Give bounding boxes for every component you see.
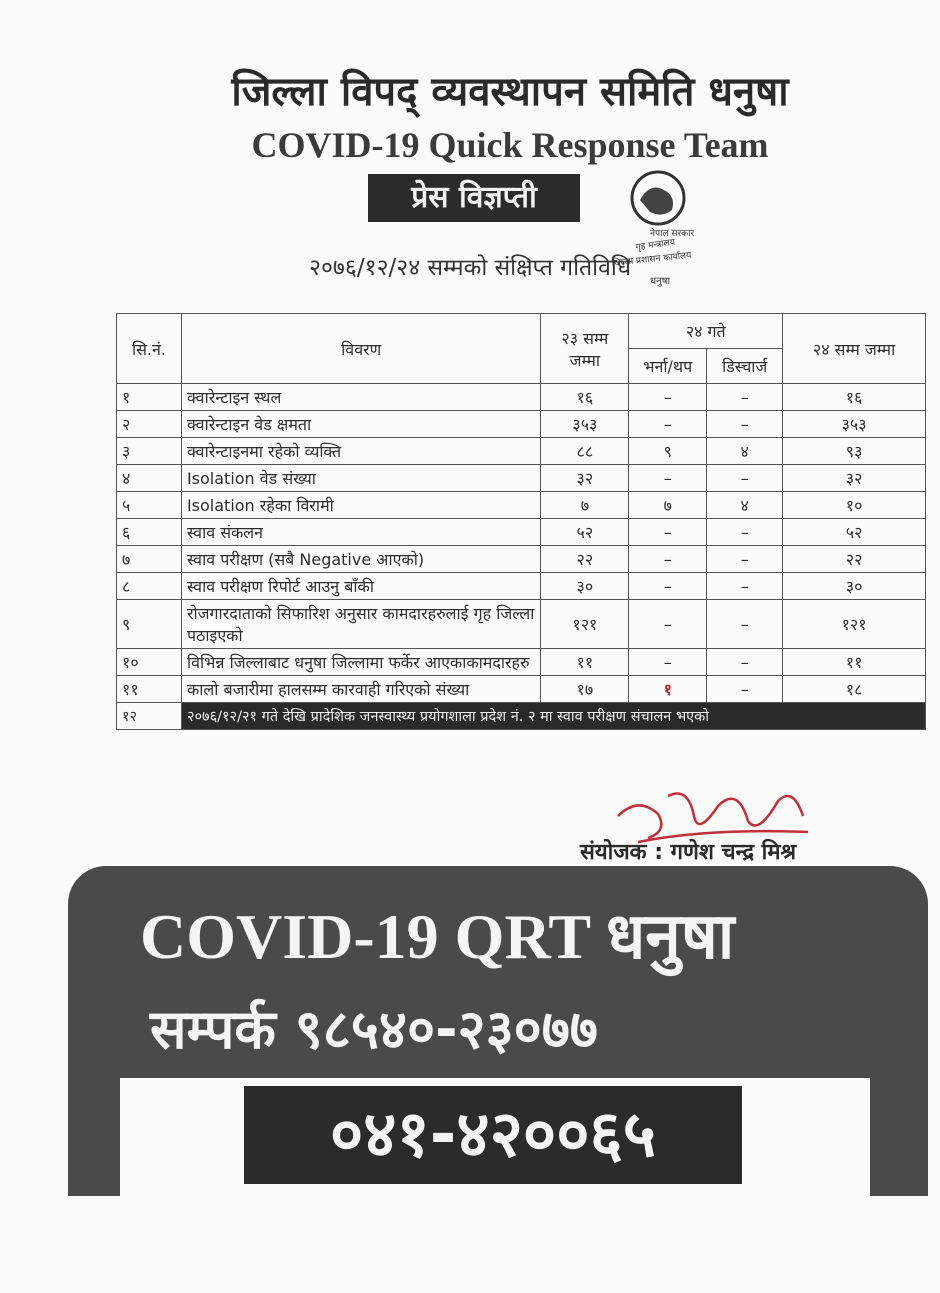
table-row (117, 649, 926, 676)
banner-contact-phone: ०४१-४२००६५ (244, 1086, 742, 1184)
header-admitted: भर्ना/थप (629, 349, 707, 384)
header-total-23: २३ सम्म जम्मा (541, 314, 629, 384)
cell-sn: ८ (117, 573, 182, 600)
cell-description: क्वारेन्टाइनमा रहेको व्यक्ति (181, 438, 540, 465)
cell-total-23: १६ (541, 384, 629, 411)
cell-sn: ५ (117, 492, 182, 519)
cell-total-24: ३० (783, 573, 926, 600)
title-nepali: जिल्ला विपद् व्यवस्थापन समिति धनुषा (231, 69, 789, 115)
cell-admitted: – (629, 465, 707, 492)
cell-admitted: ७ (629, 492, 707, 519)
cell-sn: १२ (117, 703, 182, 730)
cell-total-24: ११ (783, 649, 926, 676)
cell-description: रोजगारदाताको सिफारिश अनुसार कामदारहरुलाई गृह जिल्ला पठाइएको (181, 600, 540, 649)
cell-description: कालो बजारीमा हालसम्म कारवाही गरिएको संख्या (181, 676, 540, 703)
table-row (117, 492, 926, 519)
cell-total-23: ३२ (541, 465, 629, 492)
cell-discharged: – (707, 465, 783, 492)
table-row (117, 411, 926, 438)
cell-sn: ६ (117, 519, 182, 546)
cell-total-23: २२ (541, 546, 629, 573)
cell-admitted: – (629, 600, 707, 649)
cell-admitted: – (629, 546, 707, 573)
table-row (117, 676, 926, 703)
cell-total-23: ७ (541, 492, 629, 519)
cell-description: Isolation रहेका विरामी (181, 492, 540, 519)
cell-total-24: २२ (783, 546, 926, 573)
banner-contact-mobile: सम्पर्क ९८५४०-२३०७७ (150, 998, 598, 1061)
cell-total-23: १७ (541, 676, 629, 703)
cell-discharged: – (707, 519, 783, 546)
cell-discharged: ४ (707, 438, 783, 465)
cell-admitted: ९ (629, 438, 707, 465)
cell-description: क्वारेन्टाइन स्थल (181, 384, 540, 411)
cell-total-23: ११ (541, 649, 629, 676)
svg-text:जिल्ला प्रशासन कार्यालय: जिल्ला प्रशासन कार्यालय (611, 250, 692, 269)
cell-total-23: ८८ (541, 438, 629, 465)
cell-discharged: – (707, 600, 783, 649)
table-row (117, 465, 926, 492)
cell-admitted: – (629, 411, 707, 438)
cell-sn: ४ (117, 465, 182, 492)
cell-description: स्वाव परीक्षण (सबै Negative आएको) (181, 546, 540, 573)
table-row (117, 384, 926, 411)
cell-total-23: ३० (541, 573, 629, 600)
cell-total-23: ५२ (541, 519, 629, 546)
cell-note: २०७६/१२/२१ गते देखि प्रादेशिक जनस्वास्थ्य प्रयोगशाला प्रदेश नं. २ मा स्वाव परीक्षण संचालन भएको (181, 703, 925, 730)
header-day-24: २४ गते (629, 314, 783, 349)
cell-sn: ७ (117, 546, 182, 573)
header-total-24: २४ सम्म जम्मा (783, 314, 926, 384)
cell-discharged: ४ (707, 492, 783, 519)
table-row (117, 438, 926, 465)
svg-text:गृह मन्त्रालय: गृह मन्त्रालय (635, 237, 676, 253)
cell-sn: १० (117, 649, 182, 676)
cell-discharged: – (707, 649, 783, 676)
coordinator-name: संयोजक : गणेश चन्द्र मिश्र (580, 840, 797, 865)
cell-discharged: – (707, 384, 783, 411)
header-description: विवरण (181, 314, 540, 384)
table-row (117, 573, 926, 600)
cell-admitted: – (629, 649, 707, 676)
cell-total-24: ३५३ (783, 411, 926, 438)
press-release-label: प्रेस विज्ञप्ती (368, 174, 580, 222)
cell-description: स्वाव संकलन (181, 519, 540, 546)
cell-description: स्वाव परीक्षण रिपोर्ट आउनु बाँकी (181, 573, 540, 600)
cell-sn: ९ (117, 600, 182, 649)
summary-table (116, 313, 926, 730)
cell-total-24: १० (783, 492, 926, 519)
header-sn: सि.नं. (117, 314, 182, 384)
svg-text:नेपाल सरकार: नेपाल सरकार (650, 229, 695, 239)
cell-description: विभिन्न जिल्लाबाट धनुषा जिल्लामा फर्केर आएकाकामदारहरु (181, 649, 540, 676)
table-row (117, 546, 926, 573)
cell-total-24: १८ (783, 676, 926, 703)
cell-total-24: ५२ (783, 519, 926, 546)
cell-discharged: – (707, 546, 783, 573)
cell-description: Isolation वेड संख्या (181, 465, 540, 492)
cell-discharged: – (707, 573, 783, 600)
cell-total-23: ३५३ (541, 411, 629, 438)
cell-sn: २ (117, 411, 182, 438)
cell-sn: ३ (117, 438, 182, 465)
cell-admitted-handwritten: १ (629, 676, 707, 703)
table-row (117, 519, 926, 546)
cell-discharged: – (707, 676, 783, 703)
title-english: COVID-19 Quick Response Team (251, 125, 769, 165)
cell-sn: १ (117, 384, 182, 411)
cell-discharged: – (707, 411, 783, 438)
cell-total-24: १६ (783, 384, 926, 411)
cell-total-24: ९३ (783, 438, 926, 465)
cell-admitted: – (629, 384, 707, 411)
cell-total-24: ३२ (783, 465, 926, 492)
banner-title: COVID-19 QRT धनुषा (140, 901, 735, 972)
table-row (117, 600, 926, 649)
table-row-note (117, 703, 926, 730)
cell-description: क्वारेन्टाइन वेड क्षमता (181, 411, 540, 438)
cell-total-24: १२१ (783, 600, 926, 649)
cell-sn: ११ (117, 676, 182, 703)
cell-admitted: – (629, 519, 707, 546)
svg-text:धनुषा: धनुषा (650, 276, 671, 287)
cell-total-23: १२१ (541, 600, 629, 649)
cell-admitted: – (629, 573, 707, 600)
header-discharged: डिस्चार्ज (707, 349, 783, 384)
report-subtitle: २०७६/१२/२४ सम्मको संक्षिप्त गतिविधि (309, 255, 631, 281)
